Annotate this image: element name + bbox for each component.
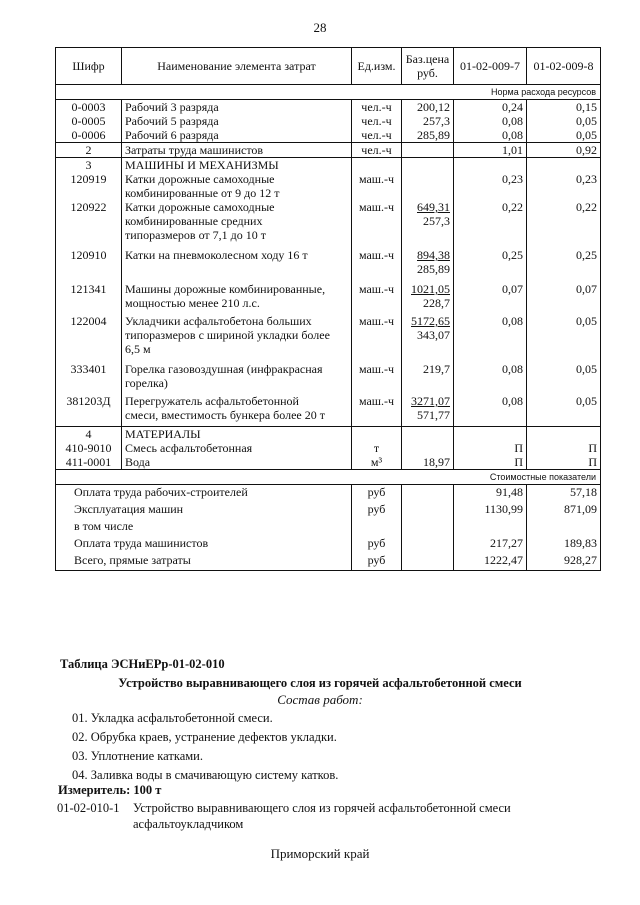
- row-unit: м³: [352, 455, 402, 470]
- row-price: 200,12: [402, 100, 454, 115]
- summary-row: [56, 519, 601, 536]
- table-row: [56, 172, 601, 200]
- row-price: 649,31 257,3: [402, 200, 454, 248]
- summary-value-1: 217,27: [454, 536, 527, 553]
- row-name: Рабочий 3 разряда: [122, 100, 352, 115]
- table-row: [56, 114, 601, 128]
- row-unit: маш.-ч: [352, 172, 402, 200]
- summary-unit: руб: [352, 536, 402, 553]
- header-price-line2: руб.: [417, 66, 438, 80]
- row-unit: т: [352, 441, 402, 455]
- summary-row: [56, 536, 601, 553]
- row-code: 0-0005: [56, 114, 122, 128]
- page-number: 28: [313, 20, 327, 35]
- row-unit: маш.-ч: [352, 314, 402, 362]
- row-value-2: 0,25: [527, 248, 601, 282]
- row-value-2: 0,22: [527, 200, 601, 248]
- operation-item: 01. Укладка асфальтобетонной смеси.: [72, 711, 273, 725]
- row-value-2: П: [527, 455, 601, 470]
- row-value-1: 0,08: [454, 314, 527, 362]
- row-value-2: 0,92: [527, 143, 601, 158]
- measurer: Измеритель: 100 т: [58, 783, 162, 797]
- summary-name: Всего, прямые затраты: [56, 553, 352, 571]
- code-entry: [57, 800, 553, 832]
- row-name: Рабочий 5 разряда: [122, 114, 352, 128]
- cost-note-row: [56, 469, 601, 484]
- row-value-2: 0,05: [527, 314, 601, 362]
- summary-name: Оплата труда рабочих-строителей: [56, 484, 352, 502]
- row-value-2: 0,05: [527, 362, 601, 394]
- row-code: 381203Д: [56, 394, 122, 426]
- row-value-1: 0,08: [454, 362, 527, 394]
- row-price: 1021,05 228,7: [402, 282, 454, 314]
- row-price: [402, 172, 454, 200]
- summary-name: Оплата труда машинистов: [56, 536, 352, 553]
- machinist-row: [56, 143, 601, 158]
- row-name: Рабочий 6 разряда: [122, 128, 352, 143]
- summary-row: [56, 553, 601, 571]
- row-name: Катки дорожные самоходные комбинированные средних типоразмеров от 7,1 до 10 т: [122, 200, 352, 248]
- row-value-1: 0,08: [454, 128, 527, 143]
- operations-list: [72, 709, 338, 785]
- summary-row: [56, 484, 601, 502]
- row-name: Горелка газовоздушная (инфракрасная горелка): [122, 362, 352, 394]
- header-unit: Ед.изм.: [352, 48, 402, 85]
- code-entry-code: 01-02-010-1: [57, 801, 120, 815]
- row-code: 410-9010: [56, 441, 122, 455]
- row-price: 285,89: [402, 128, 454, 143]
- row-price: 5172,65 343,07: [402, 314, 454, 362]
- header-price-line1: Баз.цена: [405, 52, 450, 66]
- section-title: МАТЕРИАЛЫ: [122, 426, 352, 441]
- row-value-2: 0,15: [527, 100, 601, 115]
- row-value-1: 0,07: [454, 282, 527, 314]
- operation-item: 04. Заливка воды в смачивающую систему катков.: [72, 768, 339, 782]
- header-code: Шифр: [56, 48, 122, 85]
- row-value-1: 0,24: [454, 100, 527, 115]
- row-code: 0-0006: [56, 128, 122, 143]
- row-value-2: 0,23: [527, 172, 601, 200]
- row-code: 411-0001: [56, 455, 122, 470]
- section-row-materials: [56, 426, 601, 441]
- row-price: 257,3: [402, 114, 454, 128]
- row-unit: чел.-ч: [352, 100, 402, 115]
- summary-row: [56, 502, 601, 519]
- row-unit: маш.-ч: [352, 282, 402, 314]
- norm-note: Норма расхода ресурсов: [56, 85, 601, 100]
- summary-value-1: 91,48: [454, 484, 527, 502]
- section-code: 4: [56, 426, 122, 441]
- row-unit: маш.-ч: [352, 200, 402, 248]
- table-subtitle: Устройство выравнивающего слоя из горячей асфальтобетонной смеси: [118, 676, 522, 690]
- table-row: [56, 100, 601, 115]
- summary-value-2: 928,27: [527, 553, 601, 571]
- table-row: [56, 362, 601, 394]
- operation-item: 03. Уплотнение катками.: [72, 749, 203, 763]
- row-code: 0-0003: [56, 100, 122, 115]
- resource-table: [55, 47, 601, 571]
- table-row: [56, 314, 601, 362]
- row-code: 120919: [56, 172, 122, 200]
- row-unit: чел.-ч: [352, 143, 402, 158]
- header-col1: 01-02-009-7: [454, 48, 527, 85]
- row-price: 894,38 285,89: [402, 248, 454, 282]
- row-name: Смесь асфальтобетонная: [122, 441, 352, 455]
- row-value-1: 0,25: [454, 248, 527, 282]
- row-code: 2: [56, 143, 122, 158]
- row-value-1: 0,23: [454, 172, 527, 200]
- row-price: 18,97: [402, 455, 454, 470]
- summary-value-1: 1130,99: [454, 502, 527, 519]
- row-value-2: 0,05: [527, 128, 601, 143]
- row-price: [402, 441, 454, 455]
- code-entry-text: Устройство выравнивающего слоя из горячей асфальтобетонной смеси асфальтоукладчиком: [133, 801, 511, 831]
- row-unit: чел.-ч: [352, 128, 402, 143]
- cost-note: Стоимостные показатели: [56, 469, 601, 484]
- row-value-2: П: [527, 441, 601, 455]
- row-name: Укладчики асфальтобетона больших типоразмеров с шириной укладки более 6,5 м: [122, 314, 352, 362]
- summary-unit: руб: [352, 553, 402, 571]
- summary-value-1: 1222,47: [454, 553, 527, 571]
- row-code: 120910: [56, 248, 122, 282]
- table-row: [56, 282, 601, 314]
- row-name: Затраты труда машинистов: [122, 143, 352, 158]
- row-unit: чел.-ч: [352, 114, 402, 128]
- section-code: 3: [56, 158, 122, 173]
- table-row: [56, 200, 601, 248]
- row-unit: маш.-ч: [352, 248, 402, 282]
- summary-value-2: 57,18: [527, 484, 601, 502]
- summary-name: Эксплуатация машин: [56, 502, 352, 519]
- row-value-2: 0,05: [527, 114, 601, 128]
- row-price: 219,7: [402, 362, 454, 394]
- row-price: 3271,07 571,77: [402, 394, 454, 426]
- header-name: Наименование элемента затрат: [122, 48, 352, 85]
- norm-note-row: [56, 85, 601, 100]
- row-name: Катки на пневмоколесном ходу 16 т: [122, 248, 352, 282]
- summary-value-2: 189,83: [527, 536, 601, 553]
- summary-name: в том числе: [56, 519, 352, 536]
- row-value-1: 0,08: [454, 114, 527, 128]
- header-price: [402, 48, 454, 85]
- row-name: Катки дорожные самоходные комбинированные от 9 до 12 т: [122, 172, 352, 200]
- row-code: 120922: [56, 200, 122, 248]
- row-value-1: П: [454, 455, 527, 470]
- row-code: 122004: [56, 314, 122, 362]
- table-row: [56, 248, 601, 282]
- table-row: [56, 128, 601, 143]
- section-row-machines: [56, 158, 601, 173]
- table-row: [56, 441, 601, 455]
- row-name: Перегружатель асфальтобетонной смеси, вместимость бункера более 20 т: [122, 394, 352, 426]
- row-unit: маш.-ч: [352, 394, 402, 426]
- table-row: [56, 394, 601, 426]
- header-col2: 01-02-009-8: [527, 48, 601, 85]
- table-title: Таблица ЭСНиЕРр-01-02-010: [60, 657, 225, 671]
- row-code: 333401: [56, 362, 122, 394]
- table-row: [56, 455, 601, 470]
- summary-unit: руб: [352, 502, 402, 519]
- row-value-1: 1,01: [454, 143, 527, 158]
- row-name: Машины дорожные комбинированные, мощностью менее 210 л.с.: [122, 282, 352, 314]
- row-name: Вода: [122, 455, 352, 470]
- row-value-2: 0,07: [527, 282, 601, 314]
- operation-item: 02. Обрубка краев, устранение дефектов укладки.: [72, 730, 337, 744]
- row-code: 121341: [56, 282, 122, 314]
- table-header-row: [56, 48, 601, 85]
- row-value-2: 0,05: [527, 394, 601, 426]
- region-label: Приморский край: [270, 846, 370, 861]
- row-value-1: П: [454, 441, 527, 455]
- row-value-1: 0,08: [454, 394, 527, 426]
- summary-value-2: 871,09: [527, 502, 601, 519]
- row-unit: маш.-ч: [352, 362, 402, 394]
- row-price: [402, 143, 454, 158]
- summary-unit: руб: [352, 484, 402, 502]
- row-value-1: 0,22: [454, 200, 527, 248]
- composition-title: Состав работ:: [277, 692, 363, 707]
- section-title: МАШИНЫ И МЕХАНИЗМЫ: [122, 158, 352, 173]
